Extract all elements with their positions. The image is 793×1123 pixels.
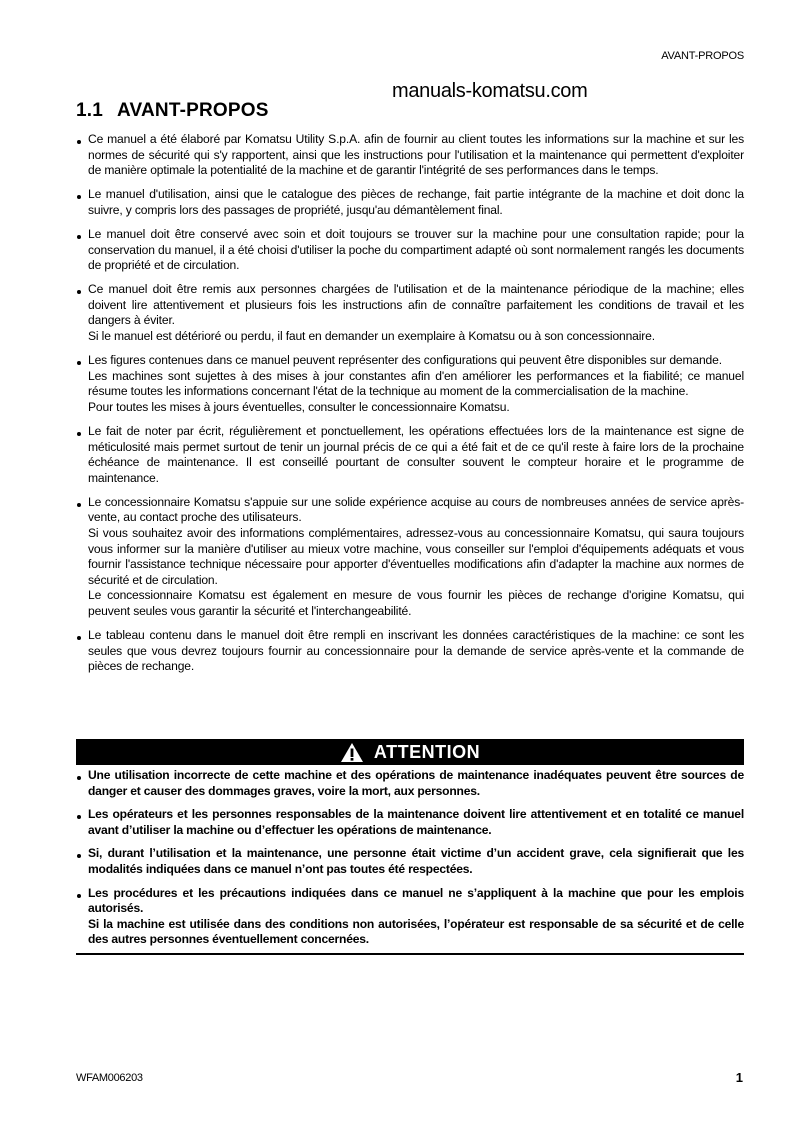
list-item bbox=[76, 768, 744, 799]
list-item bbox=[76, 227, 744, 274]
attention-label: ATTENTION bbox=[373, 741, 481, 762]
paragraph: Si la machine est utilisée dans des conditions non autorisées, l’opérateur est responsable de sa sécurité et de celle des autres personnes éventuellement concernées. bbox=[88, 916, 744, 947]
paragraph: Ce manuel doit être remis aux personnes chargées de l'utilisation et de la maintenance périodique de la machine; elles doivent lire attentivement et plusieurs fois les instructions afin de connaître parfaitement les conditions de travail et les dangers à éviter. bbox=[88, 282, 744, 328]
paragraph: Ce manuel a été élaboré par Komatsu Utility S.p.A. afin de fournir au client toutes les informations sur la machine et sur les normes de sécurité qui s'y rapportent, ainsi que les instructions pour l'utilisation et la maintenance qui permettent d'exploiter de manière optimale la potentialité de la machine et de garantir l'intégrité de ses performances dans le temps. bbox=[88, 132, 744, 178]
document-code: WFAM006203 bbox=[76, 1072, 143, 1084]
paragraph: Les procédures et les précautions indiquées dans ce manuel ne s’appliquent à la machine que pour les emplois autorisés. bbox=[88, 885, 744, 916]
attention-content bbox=[76, 768, 744, 956]
list-item bbox=[76, 846, 744, 877]
paragraph: Pour toutes les mises à jours éventuelles, consulter le concessionnaire Komatsu. bbox=[88, 399, 510, 414]
list-item bbox=[76, 132, 744, 179]
running-header: AVANT-PROPOS bbox=[661, 50, 744, 62]
section-divider bbox=[76, 953, 744, 955]
paragraph: Les figures contenues dans ce manuel peuvent représenter des configurations qui peuvent être disponibles sur demande. bbox=[88, 353, 722, 368]
foreword-list bbox=[76, 132, 744, 675]
paragraph: Si vous souhaitez avoir des informations complémentaires, adressez-vous au concessionnaire Komatsu, qui saura toujours vous informer sur la manière d'utiliser au mieux votre machine, vous conseiller sur l'emploi d'équipements adéquats et vous fournir l'assistance technique nécessaire pour apporter d'éventuelles modifications afin d'adapter la machine aux normes de sécurité et de circulation. bbox=[88, 526, 744, 587]
section-number: 1.1 bbox=[76, 100, 104, 121]
paragraph: Le concessionnaire Komatsu est également en mesure de vous fournir les pièces de rechange d'origine Komatsu, qui peuvent seules vous garantir la sécurité et l'interchangeabilité. bbox=[88, 588, 744, 619]
paragraph: Le manuel doit être conservé avec soin et doit toujours se trouver sur la machine pour une consultation rapide; pour la conservation du manuel, il a été choisi d'utiliser la poche du compartiment adapté où sont normalement rangés les documents de propriété et de circulation. bbox=[88, 226, 744, 273]
attention-banner bbox=[76, 739, 744, 765]
list-item bbox=[76, 886, 744, 948]
section-title-text: AVANT-PROPOS bbox=[117, 100, 269, 121]
warning-triangle-icon bbox=[340, 742, 364, 763]
page-number: 1 bbox=[735, 1070, 743, 1085]
watermark: manuals-komatsu.com bbox=[392, 80, 588, 102]
paragraph: Si le manuel est détérioré ou perdu, il faut en demander un exemplaire à Komatsu ou à son concessionnaire. bbox=[88, 329, 655, 344]
section-title bbox=[76, 100, 269, 122]
paragraph: Les machines sont sujettes à des mises à jour constantes afin d'en améliorer les performances et la fiabilité; ce manuel résume toutes les informations concernant l'état de la technique au moment de la commercialisation de la machine. bbox=[88, 368, 744, 399]
list-item bbox=[76, 495, 744, 620]
paragraph: Le concessionnaire Komatsu s'appuie sur une solide expérience acquise au cours de nombreuses années de service après-vente, au contact proche des utilisateurs. bbox=[88, 494, 744, 525]
paragraph: Le tableau contenu dans le manuel doit être rempli en inscrivant les données caractéristiques de la machine: ce sont les seules que vous devrez toujours fournir au concessionnaire pour la demande de service après-vente et la commande de pièces de rechange. bbox=[88, 628, 744, 674]
paragraph: Les opérateurs et les personnes responsables de la maintenance doivent lire attentivement et en totalité ce manuel avant d’utiliser la machine ou d’effectuer les opérations de maintenance. bbox=[88, 807, 744, 837]
list-item bbox=[76, 187, 744, 218]
list-item bbox=[76, 353, 744, 415]
list-item bbox=[76, 424, 744, 486]
paragraph: Une utilisation incorrecte de cette machine et des opérations de maintenance inadéquates peuvent être sources de danger et causer des dommages graves, voire la mort, aux personnes. bbox=[88, 768, 744, 798]
foreword-content bbox=[76, 132, 744, 683]
list-item bbox=[76, 628, 744, 675]
paragraph: Le manuel d'utilisation, ainsi que le catalogue des pièces de rechange, fait partie intégrante de la machine et doit donc la suivre, y compris lors des passages de propriété, jusqu'au démantèlement final. bbox=[88, 187, 744, 217]
list-item bbox=[76, 282, 744, 344]
paragraph: Si, durant l’utilisation et la maintenance, une personne était victime d’un accident grave, cela signifierait que les modalités indiquées dans ce manuel n’ont pas toutes été respectées. bbox=[88, 846, 744, 876]
paragraph: Le fait de noter par écrit, régulièrement et ponctuellement, les opérations effectuées lors de la maintenance est signe de méticulosité mais permet surtout de tenir un journal précis de ce qui a été fait et de ce qu'il reste à faire lors de la prochaine échéance de maintenance. Il est conseillé pourtant de consulter souvent le compteur horaire et le programme de maintenance. bbox=[88, 424, 744, 485]
attention-list bbox=[76, 768, 744, 948]
list-item bbox=[76, 807, 744, 838]
